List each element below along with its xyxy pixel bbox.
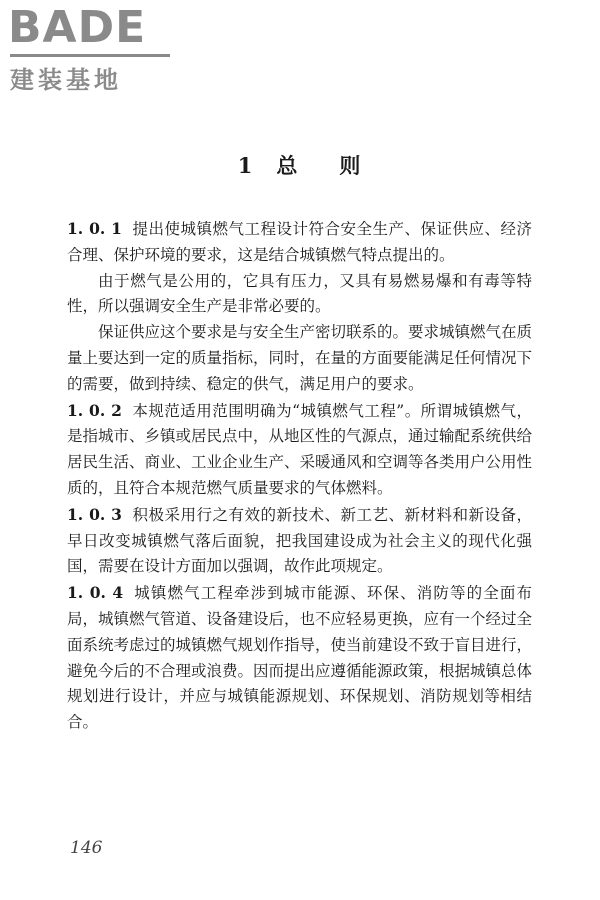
chapter-title-part2: 则 <box>339 153 363 178</box>
clause-text: 积极采用行之有效的新技术、新工艺、新材料和新设备，早日改变城镇燃气落后面貌，把我国建设成为社会主义的现代化强国，需要在设计方面加以强调，故作此项规定。 <box>67 505 532 576</box>
chapter-title-part1: 总 <box>276 153 300 178</box>
clause-number: 1. 0. 3 <box>67 504 122 524</box>
page-number: 146 <box>70 838 103 858</box>
clause-number: 1. 0. 4 <box>67 583 124 603</box>
document-body <box>67 216 532 736</box>
clause-1-0-1-para-1 <box>67 216 532 269</box>
clause-1-0-1-para-2: 由于燃气是公用的，它具有压力，又具有易燃易爆和有毒等特性，所以强调安全生产是非常必要的。 <box>67 271 532 316</box>
chapter-number: 1 <box>237 153 255 178</box>
logo-subtitle: 建装基地 <box>10 66 122 94</box>
clause-1-0-3-para-1 <box>67 502 532 580</box>
clause-text: 本规范适用范围明确为“城镇燃气工程”。所谓城镇燃气，是指城市、乡镇或居民点中，从地区性的气源点，通过输配系统供给居民生活、商业、工业企业生产、采暖通风和空调等各类用户公用性质的，且符合本规范燃气质量要求的气体燃料。 <box>67 401 533 497</box>
chapter-title <box>0 150 600 180</box>
clause-text: 城镇燃气工程牵涉到城市能源、环保、消防等的全面布局，城镇燃气管道、设备建设后，也不应轻易更换，应有一个经过全面系统考虑过的城镇燃气规划作指导，使当前建设不致于盲目进行，避免今后的不合理或浪费。因而提出应遵循能源政策，根据城镇总体规划进行设计，并应与城镇能源规划、环保规划、消防规划等相结合。 <box>67 584 533 732</box>
clause-number: 1. 0. 1 <box>67 219 122 238</box>
logo-wordmark: BADE <box>8 2 147 53</box>
bade-logo <box>8 2 178 94</box>
clause-1-0-1-para-3: 保证供应这个要求是与安全生产密切联系的。要求城镇燃气在质量上要达到一定的质量指标，同时，在量的方面要能满足任何情况下的需要，做到持续、稳定的供气，满足用户的要求。 <box>67 323 533 393</box>
clause-1-0-2-para-1 <box>67 398 532 502</box>
clause-number: 1. 0. 2 <box>67 400 122 420</box>
clause-text: 提出使城镇燃气工程设计符合安全生产、保证供应、经济合理、保护环境的要求，这是结合城镇燃气特点提出的。 <box>67 220 532 264</box>
clause-1-0-4-para-1 <box>67 580 532 736</box>
logo-rule <box>10 54 170 57</box>
